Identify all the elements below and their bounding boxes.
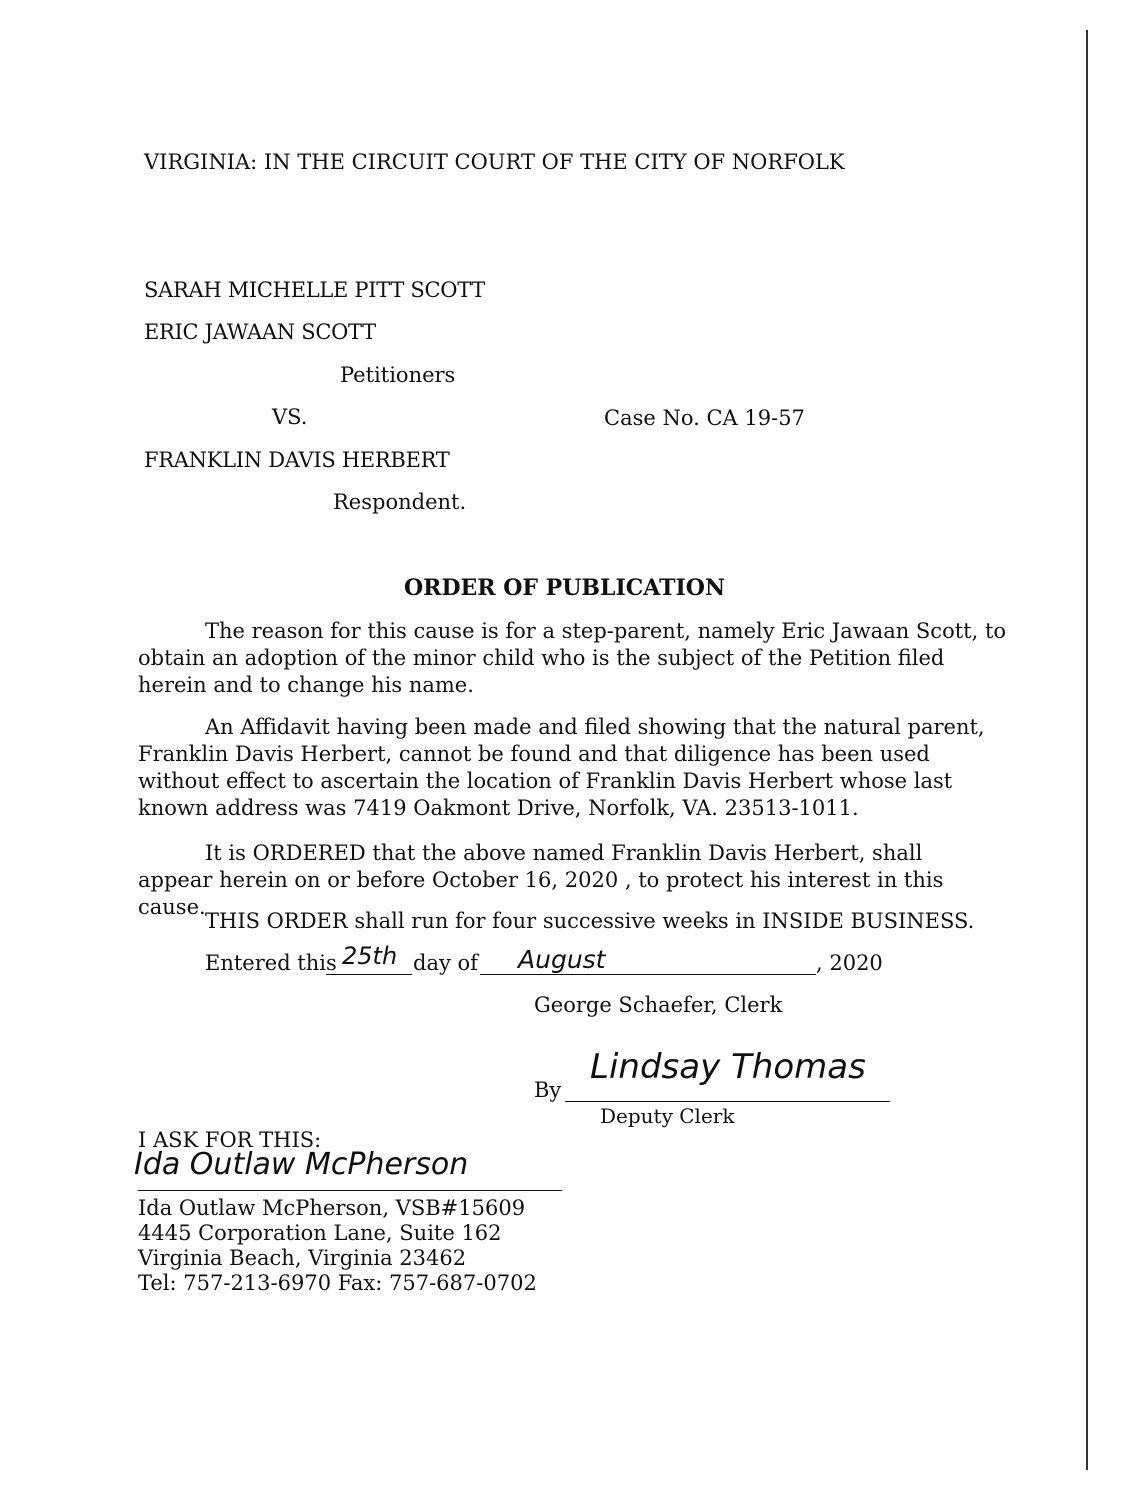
paragraph-reason-text: The reason for this cause is for a step-parent, namely Eric Jawaan Scott, to obtain an adoption of the minor child who is the subject of the Petition filed herein and to change his name.: [138, 619, 1007, 697]
petitioner-1: SARAH MICHELLE PITT SCOTT: [144, 278, 485, 302]
entered-prefix: Entered this: [205, 951, 337, 975]
entered-year: , 2020: [816, 951, 883, 975]
ask-for-this-label: I ASK FOR THIS:: [138, 1128, 322, 1152]
versus-label: VS.: [272, 405, 308, 429]
petitioners-label: Petitioners: [340, 363, 456, 387]
month-blank-line: [480, 974, 816, 975]
paragraph-affidavit-text: An Affidavit having been made and filed showing that the natural parent, Franklin Davis Herbert, cannot be found and that diligence has been used without effect to ascertain the location of Franklin Davis Herbert whose last known address was 7419 Oakmont Drive, Norfolk, VA. 23513-1011.: [138, 715, 985, 820]
document-title: ORDER OF PUBLICATION: [404, 575, 726, 601]
paragraph-ordered-text: It is ORDERED that the above named Franklin Davis Herbert, shall appear herein on or before October 16, 2020 , to protect his interest in this cause.: [138, 841, 944, 919]
handwritten-day: 25th: [342, 942, 398, 970]
respondent-name: FRANKLIN DAVIS HERBERT: [144, 448, 450, 472]
by-label: By: [534, 1078, 562, 1102]
case-number: Case No. CA 19-57: [604, 406, 805, 430]
paragraph-reason: [138, 618, 1008, 699]
respondent-label: Respondent.: [333, 490, 467, 514]
deputy-signature-line: [565, 1101, 890, 1102]
paragraph-run: THIS ORDER shall run for four successive weeks in INSIDE BUSINESS.: [205, 909, 975, 933]
handwritten-month: August: [518, 945, 606, 974]
petitioner-2: ERIC JAWAAN SCOTT: [144, 320, 376, 344]
attorney-address-2: Virginia Beach, Virginia 23462: [138, 1246, 467, 1270]
attorney-phone: Tel: 757-213-6970 Fax: 757-687-0702: [138, 1271, 537, 1295]
deputy-clerk-title: Deputy Clerk: [600, 1104, 735, 1128]
deputy-clerk-signature: Lindsay Thomas: [590, 1047, 866, 1087]
day-blank-line: [326, 974, 412, 975]
entered-day-of: day of: [413, 951, 478, 975]
attorney-signature-line: [138, 1190, 562, 1191]
attorney-name: Ida Outlaw McPherson, VSB#15609: [138, 1196, 526, 1220]
court-heading: VIRGINIA: IN THE CIRCUIT COURT OF THE CITY OF NORFOLK: [144, 150, 845, 174]
attorney-address-1: 4445 Corporation Lane, Suite 162: [138, 1221, 502, 1245]
scan-edge-line: [1086, 30, 1088, 1470]
paragraph-affidavit: [138, 714, 1008, 822]
attorney-signature: Ida Outlaw McPherson: [134, 1147, 469, 1182]
clerk-name: George Schaefer, Clerk: [534, 993, 783, 1017]
